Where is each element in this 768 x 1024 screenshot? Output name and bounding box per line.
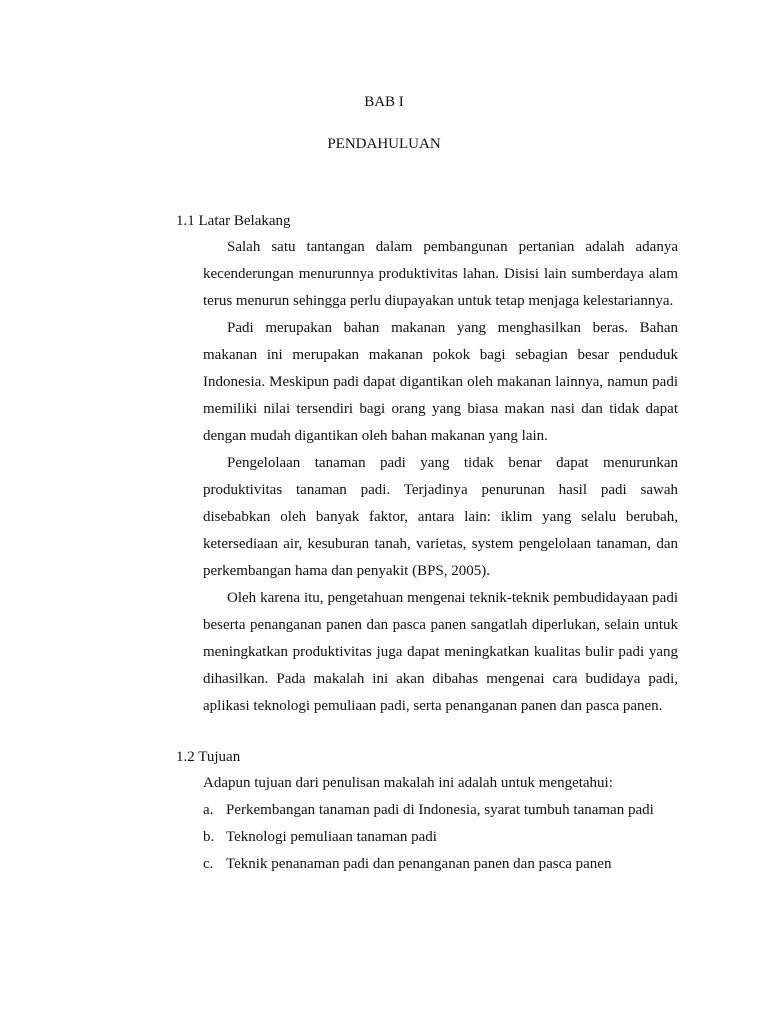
section-heading-latar-belakang: 1.1 Latar Belakang [176,213,291,229]
section-body-latar-belakang [203,234,678,720]
list-item [203,851,678,878]
list-item-text: Teknik penanaman padi dan penanganan panen dan pasca panen [226,856,612,872]
paragraph: Adapun tujuan dari penulisan makalah ini adalah untuk mengetahui: [203,775,613,791]
paragraph: Padi merupakan bahan makanan yang menghasilkan beras. Bahan makanan ini merupakan makanan pokok bagi sebagian besar penduduk Indonesia. Meskipun padi dapat digantikan oleh makanan lainnya, namun padi memiliki nilai tersendiri bagi orang yang biasa makan nasi dan tidak dapat dengan mudah digantikan oleh bahan makanan yang lain. [203,320,678,444]
chapter-title: PENDAHULUAN [327,136,441,152]
list-item-text: Perkembangan tanaman padi di Indonesia, syarat tumbuh tanaman padi [226,802,654,818]
objectives-list [203,797,678,878]
list-marker: b. [203,829,215,845]
list-item [203,797,678,824]
chapter-label: BAB I [364,94,404,110]
list-item-text: Teknologi pemuliaan tanaman padi [226,829,437,845]
list-marker: a. [203,802,214,818]
paragraph: Pengelolaan tanaman padi yang tidak benar dapat menurunkan produktivitas tanaman padi. Terjadinya penurunan hasil padi sawah disebabkan oleh banyak faktor, antara lain: iklim yang selalu berubah, ketersediaan air, kesuburan tanah, varietas, system pengelolaan tanaman, dan perkembangan hama dan penyakit (BPS, 2005). [203,455,678,579]
section-intro-tujuan [203,770,678,797]
section-heading-tujuan: 1.2 Tujuan [176,749,241,765]
list-item [203,824,678,851]
paragraph: Salah satu tantangan dalam pembangunan pertanian adalah adanya kecenderungan menurunnya produktivitas lahan. Disisi lain sumberdaya alam terus menurun sehingga perlu diupayakan untuk tetap menjaga kelestariannya. [203,239,678,309]
paragraph: Oleh karena itu, pengetahuan mengenai teknik-teknik pembudidayaan padi beserta penanganan panen dan pasca panen sangatlah diperlukan, selain untuk meningkatkan produktivitas juga dapat meningkatkan kualitas bulir padi yang dihasilkan. Pada makalah ini akan dibahas mengenai cara budidaya padi, aplikasi teknologi pemuliaan padi, serta penanganan panen dan pasca panen. [203,590,678,714]
list-marker: c. [203,856,214,872]
